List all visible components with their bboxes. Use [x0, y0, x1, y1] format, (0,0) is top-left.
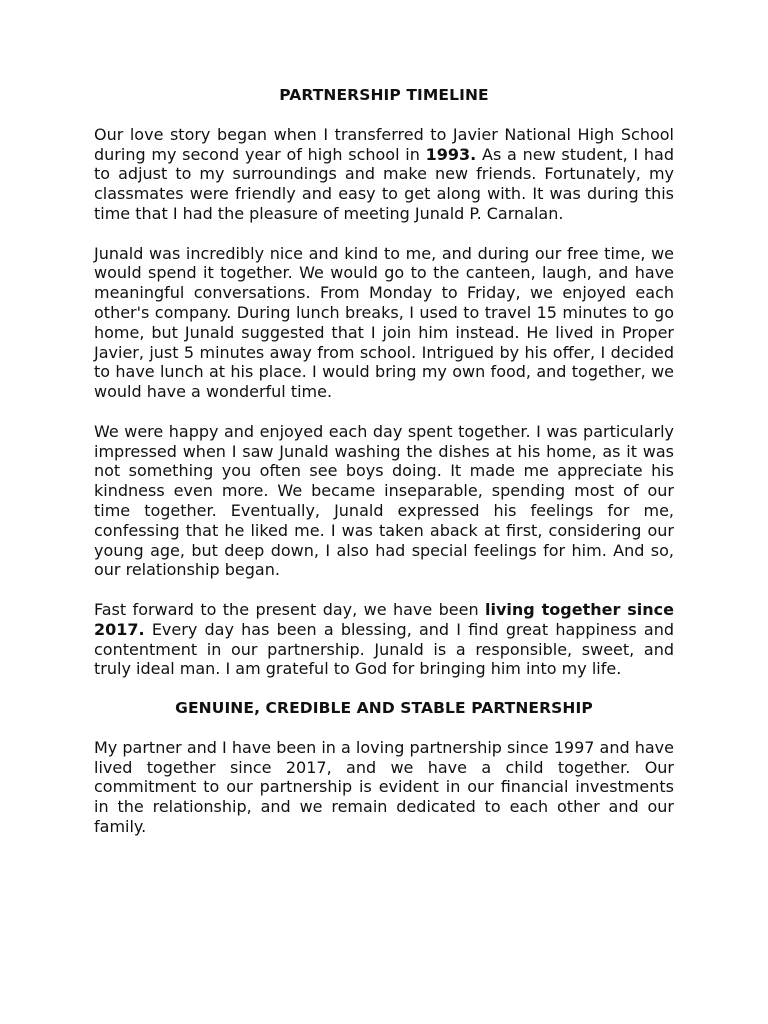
- paragraph-3: We were happy and enjoyed each day spent together. I was particularly impressed when I saw Junald washing the dishes at his home, as it was not something you often see boys doing. It made me appreciate his kindness even more. We became inseparable, spending most of our time together. Eventually, Junald expressed his feelings for me, confessing that he liked me. I was taken aback at first, considering our young age, but deep down, I also had special feelings for him. And so, our relationship began.: [94, 421, 674, 580]
- paragraph-4-text-c: Every day has been a blessing, and I find great happiness and contentment in our partnership. Junald is a responsible, sweet, and truly ideal man. I am grateful to God for bringing him into my life.: [94, 619, 674, 679]
- paragraph-5: My partner and I have been in a loving partnership since 1997 and have lived together since 2017, and we have a child together. Our commitment to our partnership is evident in our financial investments in the relationship, and we remain dedicated to each other and our family.: [94, 737, 674, 836]
- paragraph-4-text-a: Fast forward to the present day, we have been: [94, 599, 486, 619]
- paragraph-4-bold-living-together: living together since 2017.: [94, 599, 675, 639]
- paragraph-4: [94, 600, 674, 679]
- paragraph-1-text-a: Our love story began when I transferred to Javier National High School during my second year of high school in: [94, 124, 674, 164]
- heading-genuine-partnership: GENUINE, CREDIBLE AND STABLE PARTNERSHIP: [175, 698, 593, 717]
- document-body: [94, 86, 674, 856]
- heading-partnership-timeline: PARTNERSHIP TIMELINE: [279, 86, 489, 104]
- paragraph-1-text-c: As a new student, I had to adjust to my surroundings and make new friends. Fortunately, my classmates were friendly and easy to get along with. It was during this time that I had the pleasure of meeting Junald P. Carnalan.: [94, 144, 674, 223]
- paragraph-2: Junald was incredibly nice and kind to me, and during our free time, we would spend it together. We would go to the canteen, laugh, and have meaningful conversations. From Monday to Friday, we enjoyed each other's company. During lunch breaks, I used to travel 15 minutes to go home, but Junald suggested that I join him instead. He lived in Proper Javier, just 5 minutes away from school. Intrigued by his offer, I decided to have lunch at his place. I would bring my own food, and together, we would have a wonderful time.: [94, 243, 674, 402]
- paragraph-1: [94, 125, 674, 224]
- paragraph-1-bold-year: 1993.: [425, 144, 477, 164]
